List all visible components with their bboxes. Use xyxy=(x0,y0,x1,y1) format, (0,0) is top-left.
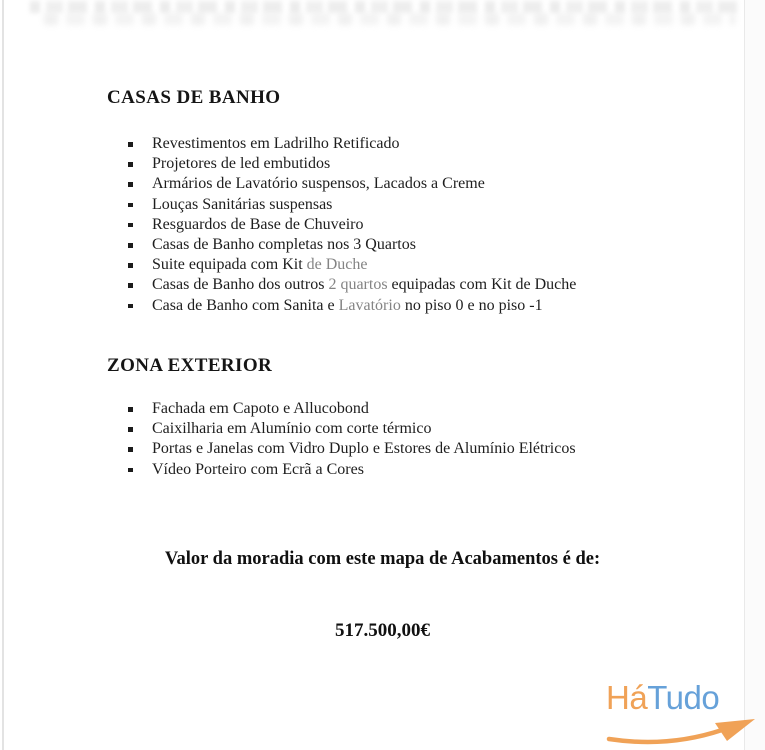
list-item xyxy=(126,399,576,419)
list-item xyxy=(126,195,576,215)
list-item xyxy=(126,419,576,439)
list-item-text: Lavatório xyxy=(338,296,401,314)
list-item xyxy=(126,460,576,480)
bullet-list-casas-de-banho xyxy=(126,134,576,316)
list-item xyxy=(126,174,576,194)
list-item-text: Armários de Lavatório suspensos, Lacados a Creme xyxy=(152,175,485,193)
list-item-text: Projetores de led embutidos xyxy=(152,155,331,173)
list-item-text: 2 quartos xyxy=(328,276,388,294)
list-item-text: Fachada em Capoto e Allucobond xyxy=(152,400,369,417)
list-item xyxy=(126,275,576,295)
list-item xyxy=(126,255,576,275)
list-item xyxy=(126,296,576,316)
list-item xyxy=(126,154,576,174)
valor-statement: Valor da moradia com este mapa de Acabamentos é de: xyxy=(164,549,601,569)
list-item-text: equipadas com Kit de Duche xyxy=(387,276,577,294)
list-item-text: Casas de Banho completas nos 3 Quartos xyxy=(152,236,416,254)
list-item-text: Caixilharia em Alumínio com corte térmico xyxy=(152,420,432,438)
list-item-text: Casas de Banho dos outros xyxy=(152,276,329,294)
list-item-text: Portas e Janelas com Vidro Duplo e Estores de Alumínio Elétricos xyxy=(152,440,576,458)
swoosh-arrow-icon xyxy=(606,718,760,746)
list-item-text: Revestimentos em Ladrilho Retificado xyxy=(152,135,400,152)
bullet-list-zona-exterior xyxy=(126,399,576,480)
list-item xyxy=(126,134,576,154)
cutoff-text-blur-band xyxy=(30,1,741,13)
logo-text-ha: Há xyxy=(606,679,648,716)
logo-text-tudo: Tudo xyxy=(647,679,720,716)
section-heading-zona-exterior: ZONA EXTERIOR xyxy=(107,355,273,376)
section-heading-casas-de-banho: CASAS DE BANHO xyxy=(107,87,281,108)
list-item-text: Casa de Banho com Sanita e xyxy=(152,296,339,314)
list-item xyxy=(126,235,576,255)
list-item xyxy=(126,215,576,235)
list-item-text: Louças Sanitárias suspensas xyxy=(152,195,333,213)
hatudo-logo-text xyxy=(606,681,762,714)
list-item-text: Vídeo Porteiro com Ecrã a Cores xyxy=(152,460,364,478)
price-value: 517.500,00€ xyxy=(335,620,430,641)
cutoff-text-blur-band-2 xyxy=(44,13,735,25)
list-item-text: de Duche xyxy=(306,256,368,274)
list-item-text: Resguardos de Base de Chuveiro xyxy=(152,215,364,233)
list-item-text: Suite equipada com Kit xyxy=(152,256,307,274)
hatudo-logo xyxy=(606,681,762,747)
list-item-text: no piso 0 e no piso -1 xyxy=(400,296,543,314)
list-item xyxy=(126,439,576,459)
